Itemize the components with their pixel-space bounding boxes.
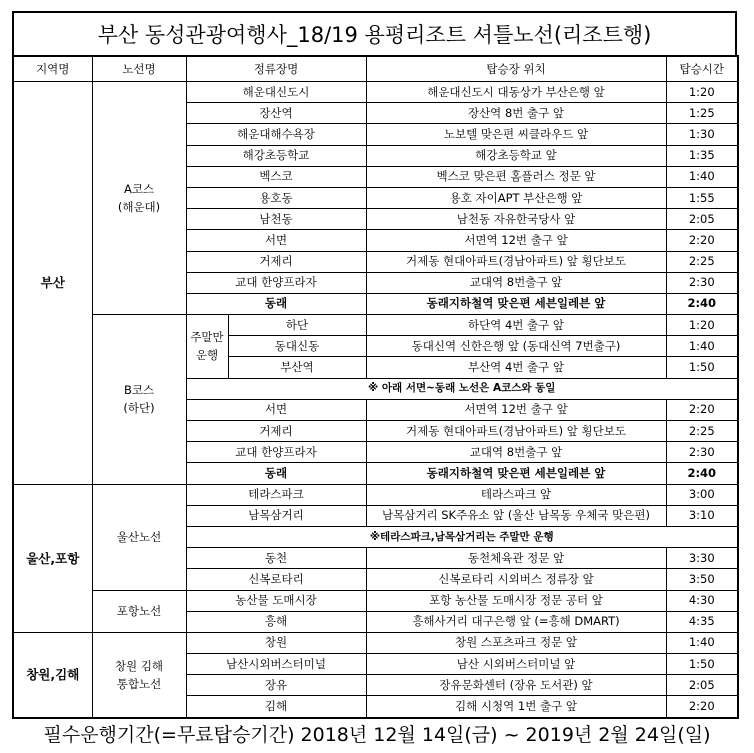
stop-location: 해강초등학교 앞 xyxy=(366,145,666,166)
stop-name: 부산역 xyxy=(228,357,366,378)
stop-time: 2:05 xyxy=(666,209,738,230)
stop-location: 노보텔 맞은편 씨클라우드 앞 xyxy=(366,124,666,145)
stop-location: 테라스파크 앞 xyxy=(366,484,666,505)
stop-location: 남산 시외버스터미널 앞 xyxy=(366,654,666,675)
stop-time: 2:40 xyxy=(666,463,738,484)
schedule-table xyxy=(12,55,739,719)
stop-name: 농산물 도매시장 xyxy=(186,590,366,611)
stop-name: 교대 한양프라자 xyxy=(186,272,366,293)
stop-location: 서면역 12번 출구 앞 xyxy=(366,230,666,251)
stop-location: 서면역 12번 출구 앞 xyxy=(366,399,666,420)
stop-time: 1:20 xyxy=(666,82,738,103)
region-busan: 부산 xyxy=(13,82,92,485)
stop-time: 1:30 xyxy=(666,124,738,145)
stop-name: 동천 xyxy=(186,548,366,569)
table-header-row xyxy=(13,56,738,82)
stop-location: 교대역 8번출구 앞 xyxy=(366,442,666,463)
stop-name: 남산시외버스터미널 xyxy=(186,654,366,675)
stop-location: 벡스코 맞은편 홈플러스 정문 앞 xyxy=(366,166,666,187)
stop-location: 장산역 8번 출구 앞 xyxy=(366,103,666,124)
route-pohang: 포항노선 xyxy=(92,590,186,632)
stop-location: 교대역 8번출구 앞 xyxy=(366,272,666,293)
route-changwon-gimhae: 창원 김해 통합노선 xyxy=(92,632,186,717)
table-row xyxy=(13,315,738,336)
stop-time: 2:20 xyxy=(666,230,738,251)
table-row xyxy=(13,484,738,505)
stop-name: 흥해 xyxy=(186,611,366,632)
stop-location: 김해 시청역 1번 출구 앞 xyxy=(366,696,666,718)
stop-time: 1:55 xyxy=(666,187,738,208)
stop-time: 4:30 xyxy=(666,590,738,611)
stop-location: 용호 자이APT 부산은행 앞 xyxy=(366,187,666,208)
stop-name: 테라스파크 xyxy=(186,484,366,505)
header-time: 탑승시간 xyxy=(666,56,738,82)
stop-name: 장유 xyxy=(186,675,366,696)
ulsan-note: ※테라스파크,남목삼거리는 주말만 운행 xyxy=(186,526,738,547)
stop-location: 남목삼거리 SK주유소 앞 (울산 남목동 우체국 맞은편) xyxy=(366,505,666,526)
stop-name: 서면 xyxy=(186,399,366,420)
stop-name: 서면 xyxy=(186,230,366,251)
stop-time: 3:10 xyxy=(666,505,738,526)
stop-time: 2:20 xyxy=(666,696,738,718)
stop-time: 2:30 xyxy=(666,272,738,293)
stop-name: 창원 xyxy=(186,632,366,653)
stop-location: 거제동 현대아파트(경남아파트) 앞 횡단보도 xyxy=(366,421,666,442)
table-row xyxy=(13,632,738,653)
stop-location: 하단역 4번 출구 앞 xyxy=(366,315,666,336)
region-ulsan-pohang: 울산,포항 xyxy=(13,484,92,632)
stop-time: 2:20 xyxy=(666,399,738,420)
stop-name: 장산역 xyxy=(186,103,366,124)
stop-name: 동래 xyxy=(186,463,366,484)
stop-time: 1:50 xyxy=(666,654,738,675)
stop-location: 동래지하철역 맞은편 세븐일레븐 앞 xyxy=(366,293,666,314)
stop-time: 4:35 xyxy=(666,611,738,632)
stop-name: 해운대해수욕장 xyxy=(186,124,366,145)
stop-name: 거제리 xyxy=(186,251,366,272)
route-b-note: ※ 아래 서면~동래 노선은 A코스와 동일 xyxy=(186,378,738,399)
table-row xyxy=(13,82,738,103)
stop-name: 해운대신도시 xyxy=(186,82,366,103)
header-stop: 정류장명 xyxy=(186,56,366,82)
stop-name: 남목삼거리 xyxy=(186,505,366,526)
stop-time: 1:25 xyxy=(666,103,738,124)
stop-name: 김해 xyxy=(186,696,366,718)
stop-location: 거제동 현대아파트(경남아파트) 앞 횡단보도 xyxy=(366,251,666,272)
stop-time: 2:05 xyxy=(666,675,738,696)
stop-location: 동대신역 신한은행 앞 (동대신역 7번출구) xyxy=(366,336,666,357)
service-period-footer: 필수운행기간(=무료탑승기간) 2018년 12월 14일(금) ~ 2019년 2월 24일(일) xyxy=(43,724,711,746)
stop-location: 부산역 4번 출구 앞 xyxy=(366,357,666,378)
stop-location: 신복로타리 시외버스 정류장 앞 xyxy=(366,569,666,590)
stop-name: 벡스코 xyxy=(186,166,366,187)
stop-time: 1:20 xyxy=(666,315,738,336)
stop-name: 교대 한양프라자 xyxy=(186,442,366,463)
table-row xyxy=(13,590,738,611)
stop-time: 2:30 xyxy=(666,442,738,463)
stop-time: 3:00 xyxy=(666,484,738,505)
header-route: 노선명 xyxy=(92,56,186,82)
stop-name: 해강초등학교 xyxy=(186,145,366,166)
stop-location: 남천동 자유한국당사 앞 xyxy=(366,209,666,230)
stop-time: 1:50 xyxy=(666,357,738,378)
stop-time: 3:50 xyxy=(666,569,738,590)
stop-time: 3:30 xyxy=(666,548,738,569)
stop-time: 1:40 xyxy=(666,166,738,187)
stop-name: 거제리 xyxy=(186,421,366,442)
stop-time: 2:25 xyxy=(666,421,738,442)
stop-location: 장유문화센터 (장유 도서관) 앞 xyxy=(366,675,666,696)
stop-time: 1:40 xyxy=(666,632,738,653)
weekend-only-label: 주말만 운행 xyxy=(186,315,228,379)
stop-time: 1:35 xyxy=(666,145,738,166)
route-a: A코스 (해운대) xyxy=(92,82,186,315)
stop-time: 2:40 xyxy=(666,293,738,314)
stop-time: 2:25 xyxy=(666,251,738,272)
stop-name: 하단 xyxy=(228,315,366,336)
stop-name: 동대신동 xyxy=(228,336,366,357)
stop-location: 동천체육관 정문 앞 xyxy=(366,548,666,569)
stop-location: 포항 농산물 도매시장 정문 공터 앞 xyxy=(366,590,666,611)
stop-location: 해운대신도시 대동상가 부산은행 앞 xyxy=(366,82,666,103)
stop-time: 1:40 xyxy=(666,336,738,357)
stop-location: 흥해사거리 대구은행 앞 (=흥해 DMART) xyxy=(366,611,666,632)
stop-location: 동래지하철역 맞은편 세븐일레븐 앞 xyxy=(366,463,666,484)
route-b: B코스 (하단) xyxy=(92,315,186,485)
page-title: 부산 동성관광여행사_18/19 용평리조트 셔틀노선(리조트행) xyxy=(12,11,737,55)
stop-name: 신복로타리 xyxy=(186,569,366,590)
header-location: 탑승장 위치 xyxy=(366,56,666,82)
region-changwon-gimhae: 창원,김해 xyxy=(13,632,92,717)
stop-name: 남천동 xyxy=(186,209,366,230)
stop-location: 창원 스포츠파크 정문 앞 xyxy=(366,632,666,653)
stop-name: 동래 xyxy=(186,293,366,314)
stop-name: 용호동 xyxy=(186,187,366,208)
header-region: 지역명 xyxy=(13,56,92,82)
route-ulsan: 울산노선 xyxy=(92,484,186,590)
